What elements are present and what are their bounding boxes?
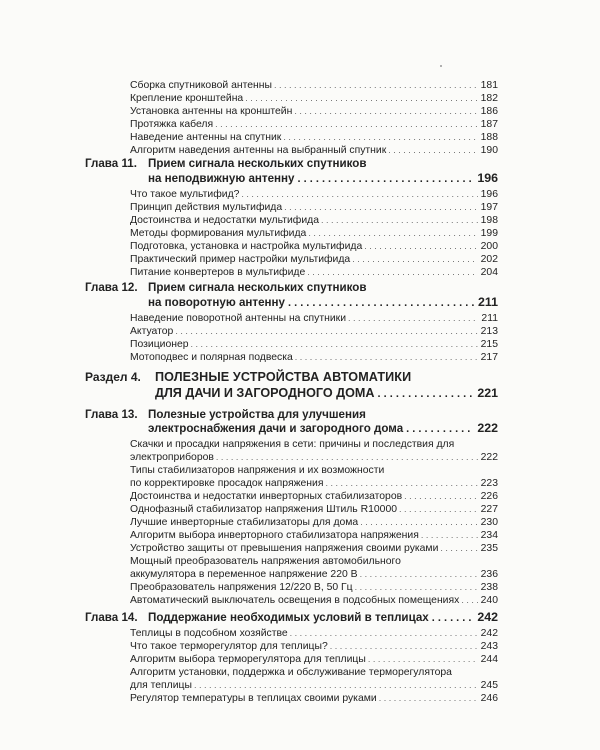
toc-entry: Питание конвертеров в мультифиде . . . 204 bbox=[130, 266, 498, 279]
chapter-title-line: на поворотную антенну . . . 211 bbox=[148, 295, 498, 310]
toc-entry: Достоинства и недостатки мультифида . . . 198 bbox=[130, 214, 498, 227]
chapter-title-line: электроснабжения дачи и загородного дома . . . 222 bbox=[148, 421, 498, 436]
toc-entry: Достоинства и недостатки инверторных стабилизаторов . . . 226 bbox=[130, 490, 498, 503]
toc-entry: Позиционер . . . 215 bbox=[130, 338, 498, 351]
print-speck bbox=[440, 65, 442, 67]
chapter-label: Глава 12. bbox=[85, 281, 138, 294]
chapter-title: Полезные устройства для улучшения bbox=[148, 408, 366, 421]
toc-entry: для теплицы . . . 245 bbox=[130, 679, 498, 692]
toc-entry: Практический пример настройки мультифида . . . 202 bbox=[130, 253, 498, 266]
toc-entry: Наведение поворотной антенны на спутники . . . 211 bbox=[130, 312, 498, 325]
section-label: Раздел 4. bbox=[85, 370, 141, 384]
toc-entry: Что такое мультифид? . . . 196 bbox=[130, 188, 498, 201]
toc-entry: Подготовка, установка и настройка мультифида . . . 200 bbox=[130, 240, 498, 253]
toc-entry: Лучшие инверторные стабилизаторы для дома . . . 230 bbox=[130, 516, 498, 529]
toc-entry: Актуатор . . . 213 bbox=[130, 325, 498, 338]
chapter-title-line: на неподвижную антенну . . . 196 bbox=[148, 171, 498, 186]
toc-entry: Крепление кронштейна . . . 182 bbox=[130, 92, 498, 105]
toc-entry: Мотоподвес и полярная подвеска . . . 217 bbox=[130, 351, 498, 364]
toc-entry: Принцип действия мультифида . . . 197 bbox=[130, 201, 498, 214]
chapter-label: Глава 13. bbox=[85, 408, 138, 421]
toc-entry: Протяжка кабеля . . . 187 bbox=[130, 118, 498, 131]
toc-entry-line1: Мощный преобразователь напряжения автомобильного bbox=[130, 556, 401, 567]
toc-entry: аккумулятора в переменное напряжение 220 В . . . 236 bbox=[130, 568, 498, 581]
chapter-title: Прием сигнала нескольких спутников bbox=[148, 157, 367, 170]
toc-entry: Преобразователь напряжения 12/220 В, 50 Гц . . . 238 bbox=[130, 581, 498, 594]
chapter-title-line: Поддержание необходимых условий в теплицах . . . 242 bbox=[148, 610, 498, 625]
toc-entry: по корректировке просадок напряжения . . . 223 bbox=[130, 477, 498, 490]
toc-entry: Что такое терморегулятор для теплицы? . . . 243 bbox=[130, 640, 498, 653]
chapter-label: Глава 14. bbox=[85, 611, 138, 624]
toc-entry: Регулятор температуры в теплицах своими руками . . . 246 bbox=[130, 692, 498, 705]
section-title-line: ДЛЯ ДАЧИ И ЗАГОРОДНОГО ДОМА . . . 221 bbox=[155, 385, 498, 401]
toc-entry-line1: Скачки и просадки напряжения в сети: причины и последствия для bbox=[130, 439, 455, 450]
toc-entry-line1: Типы стабилизаторов напряжения и их возможности bbox=[130, 465, 385, 476]
toc-entry: Однофазный стабилизатор напряжения Штиль R10000 . . . 227 bbox=[130, 503, 498, 516]
toc-entry: электроприборов . . . 222 bbox=[130, 451, 498, 464]
toc-entry: Алгоритм наведения антенны на выбранный спутник . . . 190 bbox=[130, 144, 498, 157]
toc-entry: Сборка спутниковой антенны . . . 181 bbox=[130, 79, 498, 92]
toc-entry-line1: Алгоритм установки, поддержка и обслуживание терморегулятора bbox=[130, 667, 452, 678]
toc-entry: Алгоритм выбора терморегулятора для теплицы . . . 244 bbox=[130, 653, 498, 666]
toc-entry: Установка антенны на кронштейн . . . 186 bbox=[130, 105, 498, 118]
toc-entry: Методы формирования мультифида . . . 199 bbox=[130, 227, 498, 240]
chapter-label: Глава 11. bbox=[85, 157, 137, 170]
toc-entry: Теплицы в подсобном хозяйстве . . . 242 bbox=[130, 627, 498, 640]
chapter-title: Прием сигнала нескольких спутников bbox=[148, 281, 367, 294]
toc-entry: Наведение антенны на спутник . . . 188 bbox=[130, 131, 498, 144]
toc-entry: Устройство защиты от превышения напряжения своими руками . . . 235 bbox=[130, 542, 498, 555]
toc-entry: Автоматический выключатель освещения в подсобных помещениях . . . 240 bbox=[130, 594, 498, 607]
section-title: ПОЛЕЗНЫЕ УСТРОЙСТВА АВТОМАТИКИ bbox=[155, 370, 412, 384]
toc-entry: Алгоритм выбора инверторного стабилизатора напряжения . . . 234 bbox=[130, 529, 498, 542]
